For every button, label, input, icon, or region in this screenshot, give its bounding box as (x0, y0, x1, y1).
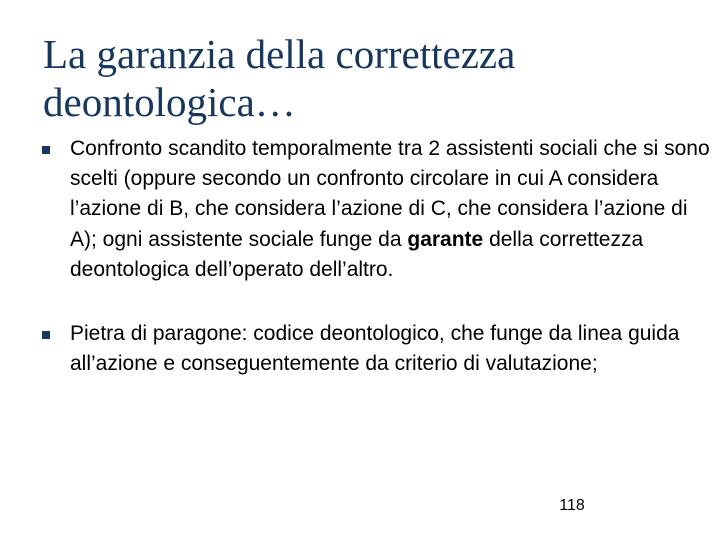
bullet-text: : codice deontologico, che funge da linea guida all’azione e conseguentemente da criterio di valutazione; (70, 322, 680, 376)
slide-title (43, 30, 693, 126)
square-bullet-icon (42, 331, 50, 339)
page-number: 118 (559, 497, 585, 514)
bullet-item-pietra-di-paragone (40, 319, 710, 379)
bullet-emphasis: garante (407, 227, 484, 251)
bullet-item-confronto (40, 134, 710, 285)
bullet-text: scandito temporalmente tra 2 assistenti sociali che si sono scelti (oppure secondo un confronto circolare in cui A considera l’azione di B, che considera l’azione di C, che considera l’azione di A); ogni assistente sociale funge da (70, 137, 710, 251)
bullet-lead-term: Confronto (70, 137, 163, 160)
bullet-lead-term: Pietra di paragone (70, 322, 242, 346)
square-bullet-icon (42, 146, 50, 154)
slide-title-line-2: deontologica… (43, 79, 296, 125)
slide-title-line-1: La garanzia della correttezza (43, 31, 516, 77)
bullet-list (40, 134, 710, 379)
bullet-text-continued: della correttezza deontologica dell’operato dell’altro. (70, 227, 644, 281)
